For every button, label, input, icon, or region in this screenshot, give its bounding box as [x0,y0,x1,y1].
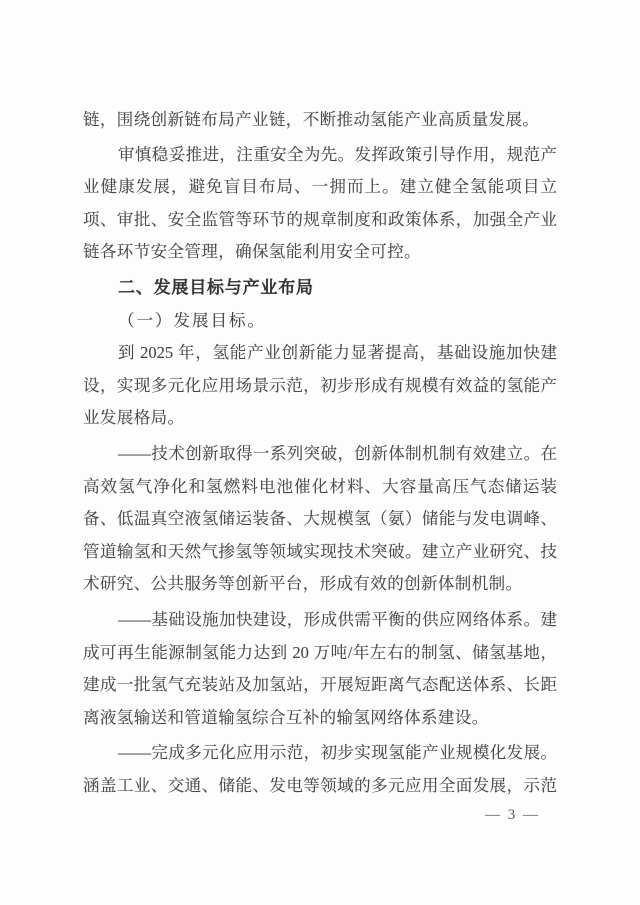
text-line: 审慎稳妥推进，注重安全为先。发挥政策引导作用，规范产 [118,144,557,164]
text-line: 高效氢气净化和氢燃料电池催化材料、大容量高压气态储运装 [83,476,557,496]
document-text-column [83,104,557,827]
paragraph-safety [83,139,557,269]
text-line: ——完成多元化应用示范，初步实现氢能产业规模化发展。 [118,743,557,763]
text-line: 链各环节安全管理，确保氢能利用安全可控。 [83,242,421,262]
section-heading: 二、发展目标与产业布局 [118,277,314,297]
text-line: 术研究、公共服务等创新平台，形成有效的创新体制机制。 [83,574,523,594]
text-line: ——技术创新取得一系列突破，创新体制机制有效建立。在 [118,443,557,463]
text-line: 项、审批、安全监管等环节的规章制度和政策体系，加强全产业 [83,209,557,229]
text-line: 离液氢输送和管道输氢综合互补的输氢网络体系建设。 [83,707,489,727]
text-line: 建成一批氢气充装站及加氢站，开展短距离气态配送体系、长距 [83,675,557,695]
paragraph-infrastructure [83,604,557,734]
text-line: 涵盖工业、交通、储能、发电等领域的多元应用全面发展，示范 [83,775,557,795]
paragraph-goal-2025 [83,337,557,435]
text-line: ——基础设施加快建设，形成供需平衡的供应网络体系。建 [118,609,557,629]
text-line: 业发展格局。 [83,408,185,428]
text-line: 成可再生能源制氢能力达到 20 万吨/年左右的制氢、储氢基地， [83,642,557,662]
text-line: 到 2025 年，氢能产业创新能力显著提高，基础设施加快建 [118,343,557,363]
paragraph-applications [83,737,557,802]
subsection-heading: （一）发展目标。 [118,310,266,330]
text-line: 业健康发展，避免盲目布局、一拥而上。建立健全氢能项目立 [83,177,557,197]
paragraph-tech-innovation [83,438,557,601]
text-line: 备、低温真空液氢储运装备、大规模氢（氨）储能与发电调峰、 [83,509,557,529]
text-line: 设，实现多元化应用场景示范，初步形成有规模有效益的氢能产 [83,375,557,395]
paragraph-intro-continuation [83,104,557,137]
text-line: 管道输氢和天然气掺氢等领域实现技术突破。建立产业研究、技 [83,541,557,561]
page-number: — 3 — [485,807,540,824]
text-line: 链，围绕创新链布局产业链，不断推动氢能产业高质量发展。 [83,110,540,129]
